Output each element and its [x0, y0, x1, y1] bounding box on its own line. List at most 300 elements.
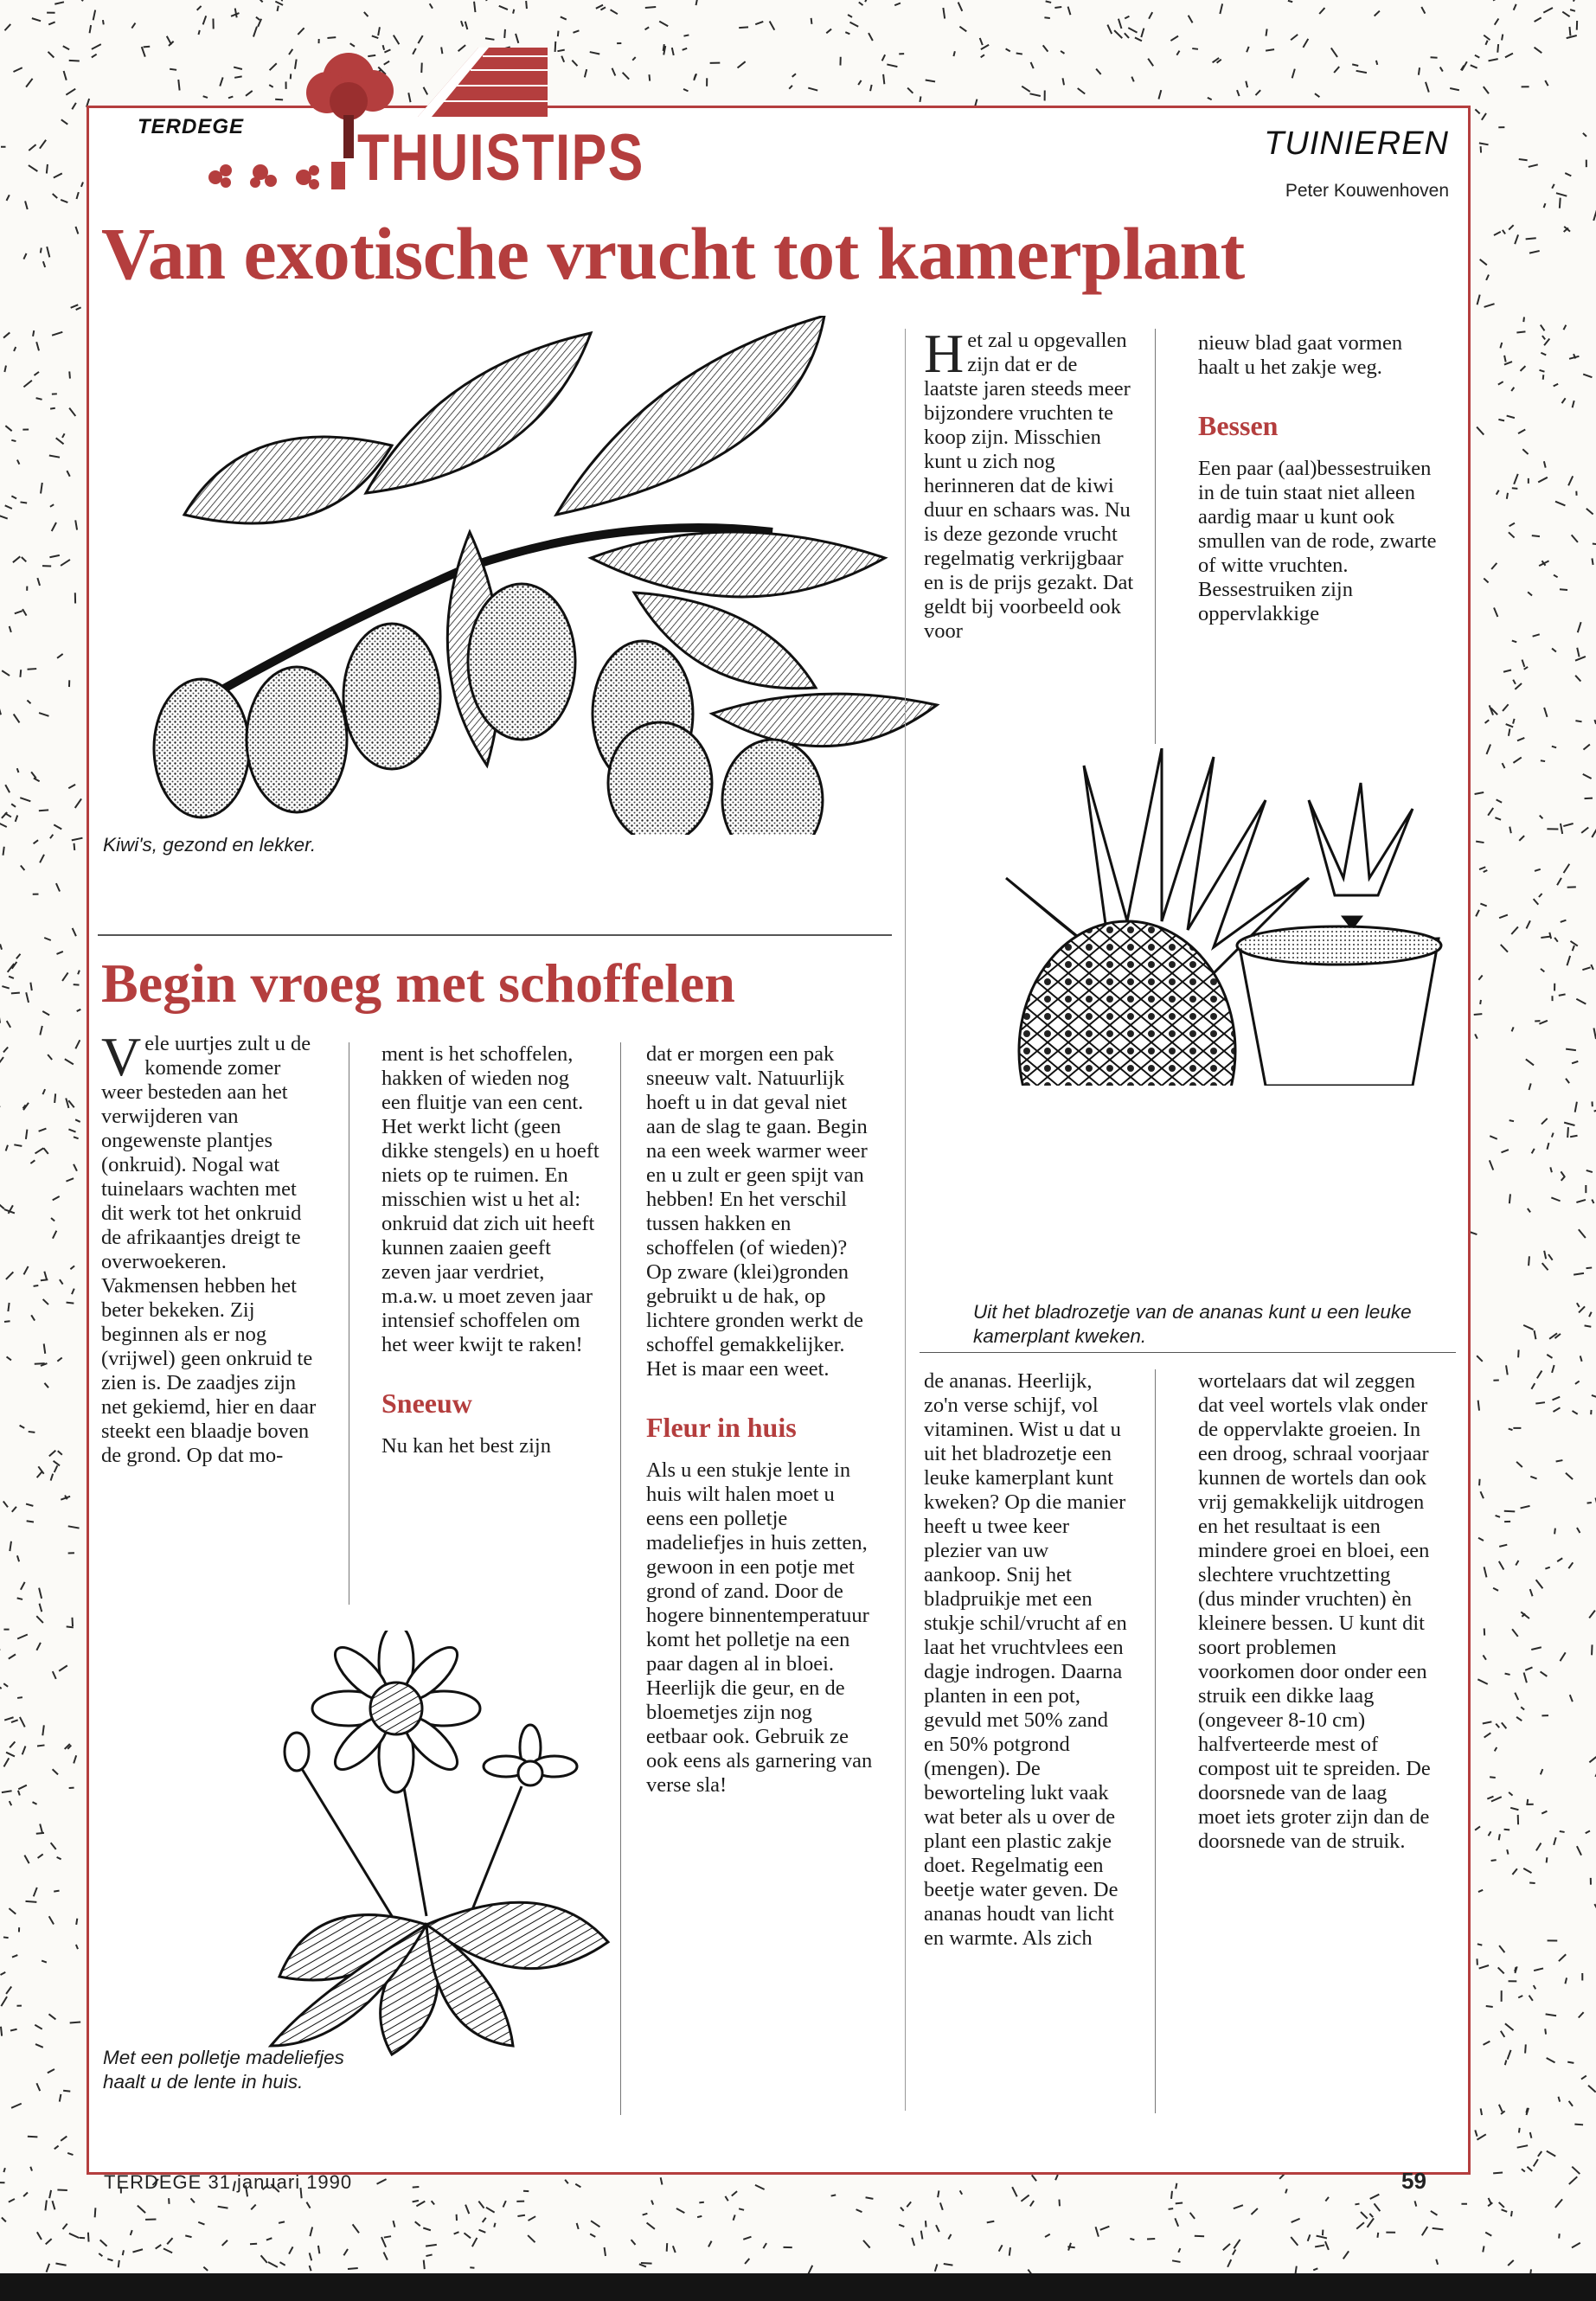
confetti-mark — [1516, 331, 1525, 332]
confetti-mark — [499, 6, 508, 10]
confetti-mark — [526, 1, 527, 9]
confetti-mark — [981, 54, 984, 57]
confetti-mark — [41, 247, 42, 253]
confetti-mark — [310, 2227, 312, 2237]
confetti-mark — [17, 460, 19, 465]
confetti-mark — [348, 2268, 358, 2269]
confetti-mark — [1343, 2251, 1349, 2259]
confetti-mark — [1046, 1, 1051, 3]
confetti-mark — [1554, 1837, 1556, 1845]
confetti-mark — [484, 0, 487, 1]
confetti-mark — [17, 1598, 22, 1599]
confetti-mark — [1540, 816, 1543, 819]
confetti-mark — [54, 1891, 59, 1892]
confetti-mark — [0, 1972, 5, 1975]
confetti-mark — [28, 669, 37, 670]
confetti-mark — [1534, 899, 1539, 905]
confetti-mark — [572, 61, 577, 67]
confetti-mark — [132, 2249, 143, 2252]
confetti-mark — [1247, 47, 1249, 52]
confetti-mark — [1569, 2176, 1577, 2184]
confetti-mark — [1583, 133, 1586, 137]
confetti-mark — [66, 89, 75, 95]
confetti-mark — [95, 2208, 96, 2217]
confetti-mark — [49, 455, 60, 457]
confetti-mark — [23, 381, 31, 388]
confetti-mark — [1356, 2222, 1364, 2228]
confetti-mark — [234, 76, 241, 77]
confetti-mark — [49, 1451, 55, 1457]
confetti-mark — [131, 23, 135, 29]
confetti-mark — [18, 1791, 20, 1796]
confetti-mark — [33, 330, 34, 336]
confetti-mark — [1494, 608, 1497, 618]
confetti-mark — [1477, 1679, 1487, 1684]
confetti-mark — [74, 1164, 77, 1171]
confetti-mark — [99, 2253, 102, 2256]
confetti-mark — [1147, 2239, 1155, 2240]
confetti-mark — [1554, 575, 1558, 578]
kiwi-caption: Kiwi's, gezond en lekker. — [103, 834, 317, 856]
confetti-mark — [585, 69, 586, 77]
house-roof-icon — [418, 48, 548, 117]
confetti-mark — [1559, 2097, 1561, 2102]
confetti-mark — [50, 504, 54, 507]
confetti-mark — [1547, 1143, 1548, 1150]
confetti-mark — [60, 2094, 61, 2102]
confetti-mark — [68, 1100, 74, 1107]
confetti-mark — [1078, 88, 1086, 93]
confetti-mark — [1478, 1890, 1483, 1892]
confetti-mark — [708, 2241, 712, 2247]
confetti-mark — [1482, 113, 1486, 120]
confetti-mark — [22, 557, 26, 561]
confetti-mark — [1539, 561, 1548, 566]
confetti-mark — [1585, 1325, 1592, 1326]
confetti-mark — [62, 433, 65, 438]
confetti-mark — [1557, 878, 1561, 885]
confetti-mark — [69, 371, 70, 378]
confetti-mark — [220, 77, 222, 86]
flower-ornament-icon — [202, 158, 349, 193]
page-number: 59 — [1401, 2168, 1426, 2194]
confetti-mark — [1592, 829, 1596, 837]
confetti-mark — [1315, 2245, 1324, 2247]
confetti-mark — [11, 993, 20, 994]
confetti-mark — [697, 2216, 702, 2217]
confetti-mark — [1158, 90, 1161, 99]
article-column — [101, 1026, 322, 1468]
confetti-mark — [12, 1507, 16, 1512]
confetti-mark — [745, 2259, 749, 2264]
confetti-mark — [1549, 933, 1551, 939]
confetti-mark — [1570, 1136, 1577, 1138]
confetti-mark — [36, 1643, 41, 1650]
confetti-mark — [555, 42, 556, 52]
confetti-mark — [10, 1741, 15, 1747]
confetti-mark — [12, 1955, 17, 1957]
confetti-mark — [1484, 35, 1490, 41]
confetti-mark — [45, 2200, 46, 2210]
confetti-mark — [1059, 2200, 1060, 2207]
confetti-mark — [1509, 728, 1510, 735]
confetti-mark — [20, 1717, 25, 1727]
confetti-mark — [1554, 938, 1558, 942]
confetti-mark — [1589, 1757, 1596, 1762]
confetti-mark — [37, 2232, 42, 2240]
confetti-mark — [17, 1697, 22, 1698]
confetti-mark — [107, 2259, 112, 2260]
confetti-mark — [76, 1919, 77, 1925]
confetti-mark — [1543, 375, 1544, 379]
confetti-mark — [1450, 88, 1459, 90]
confetti-mark — [1475, 109, 1479, 113]
confetti-mark — [1478, 976, 1482, 980]
confetti-mark — [1507, 493, 1508, 499]
confetti-mark — [1495, 1747, 1497, 1751]
confetti-mark — [1566, 1473, 1573, 1479]
confetti-mark — [1319, 8, 1324, 14]
confetti-mark — [318, 2246, 319, 2253]
confetti-mark — [1586, 509, 1593, 515]
confetti-mark — [1541, 325, 1545, 331]
confetti-mark — [600, 7, 606, 10]
confetti-mark — [1507, 416, 1515, 419]
confetti-mark — [39, 1588, 42, 1599]
confetti-mark — [5, 785, 10, 792]
confetti-mark — [36, 398, 42, 400]
confetti-mark — [10, 1801, 11, 1805]
section-title: Begin vroeg met schoffelen — [101, 952, 735, 1014]
confetti-mark — [26, 79, 32, 87]
confetti-mark — [14, 347, 16, 351]
confetti-mark — [24, 1856, 29, 1863]
confetti-mark — [1485, 2233, 1491, 2236]
confetti-mark — [1501, 945, 1508, 952]
confetti-mark — [4, 1717, 13, 1720]
confetti-mark — [1577, 1303, 1580, 1307]
confetti-mark — [17, 1555, 19, 1561]
confetti-mark — [22, 1747, 26, 1755]
confetti-mark — [6, 1145, 8, 1151]
confetti-mark — [20, 670, 21, 677]
confetti-mark — [251, 2205, 256, 2210]
confetti-mark — [197, 6, 202, 10]
confetti-mark — [1128, 28, 1137, 32]
confetti-mark — [5, 505, 12, 509]
confetti-mark — [81, 183, 83, 187]
confetti-mark — [48, 2069, 54, 2073]
confetti-mark — [1529, 251, 1540, 253]
confetti-mark — [623, 73, 630, 80]
confetti-mark — [1352, 64, 1358, 66]
confetti-mark — [1545, 2029, 1546, 2034]
confetti-mark — [34, 1888, 37, 1896]
confetti-mark — [34, 1285, 39, 1286]
confetti-mark — [907, 2202, 911, 2207]
confetti-mark — [1568, 476, 1573, 485]
confetti-mark — [42, 1725, 44, 1735]
confetti-mark — [1504, 362, 1512, 364]
confetti-mark — [1477, 1944, 1482, 1945]
confetti-mark — [7, 195, 10, 201]
confetti-mark — [953, 51, 954, 56]
confetti-mark — [1528, 1208, 1530, 1212]
confetti-mark — [1234, 2240, 1240, 2248]
confetti-mark — [1491, 563, 1497, 569]
confetti-mark — [1031, 62, 1034, 68]
confetti-mark — [699, 2202, 704, 2203]
confetti-mark — [1514, 474, 1518, 484]
confetti-mark — [1556, 193, 1567, 195]
confetti-mark — [1527, 2167, 1532, 2171]
confetti-mark — [198, 30, 199, 35]
confetti-mark — [590, 52, 600, 54]
confetti-mark — [289, 2247, 292, 2253]
confetti-mark — [48, 52, 54, 58]
confetti-mark — [517, 2215, 525, 2216]
confetti-mark — [1484, 304, 1495, 307]
confetti-mark — [1583, 745, 1589, 750]
confetti-mark — [1303, 39, 1308, 48]
confetti-mark — [53, 194, 58, 198]
article-column — [1198, 1369, 1432, 1854]
confetti-mark — [1528, 592, 1532, 595]
confetti-mark — [1208, 98, 1212, 99]
confetti-mark — [948, 2234, 951, 2240]
confetti-mark — [20, 798, 30, 801]
confetti-mark — [1551, 1197, 1560, 1201]
confetti-mark — [1550, 1167, 1552, 1172]
confetti-mark — [1376, 61, 1377, 65]
confetti-mark — [1591, 965, 1593, 970]
madeliefje-caption: Met een polletje madeliefjes haalt u de lente in huis. — [103, 2047, 344, 2093]
confetti-mark — [48, 2014, 55, 2019]
confetti-mark — [34, 840, 39, 843]
confetti-mark — [1592, 1200, 1593, 1204]
confetti-mark — [14, 1144, 22, 1146]
confetti-mark — [282, 0, 285, 1]
confetti-mark — [35, 2044, 43, 2048]
confetti-mark — [1475, 55, 1479, 58]
confetti-mark — [1572, 535, 1578, 542]
confetti-mark — [1527, 920, 1530, 928]
confetti-mark — [364, 12, 369, 16]
confetti-mark — [43, 261, 45, 267]
confetti-mark — [30, 2167, 32, 2171]
confetti-mark — [1431, 2211, 1438, 2215]
confetti-mark — [1573, 945, 1574, 951]
confetti-mark — [1484, 1567, 1487, 1577]
confetti-mark — [1583, 375, 1592, 378]
confetti-mark — [1544, 339, 1549, 346]
confetti-mark — [894, 3, 901, 5]
ananas-caption: Uit het bladrozetje van de ananas kunt u een leuke kamerplant kweken. — [973, 1301, 1412, 1347]
confetti-mark — [1586, 1170, 1593, 1172]
confetti-mark — [198, 2222, 204, 2225]
confetti-mark — [1522, 449, 1528, 454]
confetti-mark — [11, 2104, 22, 2108]
confetti-mark — [75, 1040, 80, 1048]
confetti-mark — [1497, 799, 1503, 802]
confetti-mark — [415, 2221, 420, 2226]
confetti-mark — [739, 2208, 744, 2209]
confetti-mark — [27, 1521, 34, 1522]
confetti-mark — [266, 2238, 272, 2240]
confetti-mark — [1375, 11, 1380, 16]
confetti-mark — [14, 714, 20, 722]
confetti-mark — [61, 2137, 67, 2141]
confetti-mark — [22, 609, 26, 616]
confetti-mark — [734, 2214, 735, 2220]
confetti-mark — [981, 45, 989, 49]
confetti-mark — [1541, 353, 1546, 356]
confetti-mark — [36, 2083, 40, 2091]
confetti-mark — [11, 440, 16, 441]
confetti-mark — [1505, 54, 1513, 58]
confetti-mark — [23, 2193, 28, 2197]
confetti-mark — [1585, 798, 1593, 799]
confetti-mark — [1561, 1171, 1564, 1176]
confetti-mark — [676, 2208, 684, 2213]
confetti-mark — [1532, 1149, 1535, 1154]
confetti-mark — [372, 35, 378, 38]
confetti-mark — [1475, 792, 1484, 794]
confetti-mark — [1501, 2031, 1504, 2037]
confetti-mark — [1503, 670, 1511, 672]
confetti-mark — [253, 27, 257, 37]
confetti-mark — [15, 611, 22, 613]
confetti-mark — [51, 1843, 56, 1849]
confetti-mark — [29, 144, 35, 151]
confetti-mark — [1484, 2041, 1490, 2045]
confetti-mark — [1499, 915, 1508, 919]
confetti-mark — [1500, 343, 1502, 348]
confetti-mark — [59, 1665, 67, 1670]
confetti-mark — [912, 2238, 914, 2246]
confetti-mark — [1227, 2259, 1231, 2267]
confetti-mark — [672, 48, 674, 55]
confetti-mark — [142, 47, 145, 57]
confetti-mark — [1315, 93, 1319, 97]
confetti-mark — [848, 15, 852, 17]
confetti-mark — [605, 2247, 606, 2256]
confetti-mark — [218, 2207, 228, 2208]
confetti-mark — [138, 2206, 145, 2214]
confetti-mark — [1516, 1561, 1518, 1566]
scan-edge — [0, 2273, 1596, 2301]
confetti-mark — [43, 1148, 48, 1154]
confetti-mark — [381, 2237, 386, 2247]
confetti-mark — [53, 1671, 56, 1679]
confetti-mark — [32, 18, 41, 21]
confetti-mark — [1513, 680, 1516, 684]
confetti-mark — [1575, 657, 1586, 661]
confetti-mark — [632, 57, 635, 61]
paragraph: dat er morgen een pak sneeuw valt. Natuurlijk hoeft u in dat geval niet aan de slag te gaan. Begin na een week warmer weer en u zult er geen spijt van hebben! En het verschil tussen hakken en schoffelen (of wieden)? Op zware (klei)gronden gebruikt u de hak, op lichtere gronden werkt de schoffel gemakkelijker. Het is maar een weet. — [646, 1042, 868, 1381]
confetti-mark — [74, 843, 75, 850]
confetti-mark — [1220, 3, 1222, 14]
confetti-mark — [394, 2221, 395, 2227]
confetti-mark — [1471, 65, 1477, 67]
confetti-mark — [1369, 2214, 1373, 2217]
confetti-mark — [53, 1769, 58, 1774]
confetti-mark — [11, 1720, 18, 1722]
confetti-mark — [1536, 1580, 1543, 1588]
confetti-mark — [1062, 78, 1064, 85]
confetti-mark — [203, 96, 208, 98]
confetti-mark — [1572, 2243, 1580, 2248]
confetti-mark — [479, 2230, 486, 2233]
confetti-mark — [10, 2029, 17, 2031]
confetti-mark — [1506, 724, 1513, 727]
confetti-mark — [1576, 999, 1586, 1004]
subheading-fleur: Fleur in huis — [646, 1412, 797, 1443]
confetti-mark — [170, 69, 176, 70]
confetti-mark — [1572, 2167, 1580, 2174]
confetti-mark — [17, 1634, 28, 1638]
paragraph: et zal u opgevallen zijn dat er de laatste jaren steeds meer bijzondere vruchten te koop zijn. Misschien kunt u zich nog herinneren dat de kiwi duur en schaars was. Nu is deze gezonde vrucht regelmatig verkrijgbaar en is de prijs gezakt. Dat geldt bij voorbeeld ook voor — [924, 329, 1134, 643]
confetti-mark — [461, 21, 463, 26]
confetti-mark — [1237, 90, 1240, 96]
confetti-mark — [42, 1011, 49, 1016]
confetti-mark — [987, 2221, 995, 2223]
confetti-mark — [54, 2146, 59, 2150]
confetti-mark — [88, 2233, 89, 2242]
series-title: THUISTIPS — [357, 121, 644, 195]
confetti-mark — [53, 1196, 60, 1200]
drop-cap: V — [101, 1026, 142, 1087]
confetti-mark — [1541, 937, 1550, 938]
confetti-mark — [1557, 1558, 1562, 1561]
confetti-mark — [1567, 1127, 1568, 1138]
confetti-mark — [573, 30, 579, 33]
confetti-mark — [1547, 1857, 1548, 1862]
section-label: TUINIEREN — [1264, 125, 1449, 162]
drop-cap: H — [924, 323, 965, 384]
confetti-mark — [935, 2264, 938, 2271]
confetti-mark — [649, 74, 650, 80]
confetti-mark — [63, 2091, 70, 2092]
confetti-mark — [1518, 1996, 1522, 1997]
confetti-mark — [72, 103, 76, 109]
confetti-mark — [42, 1961, 47, 1963]
confetti-mark — [1054, 7, 1061, 8]
confetti-mark — [1030, 2201, 1034, 2206]
confetti-mark — [465, 2205, 469, 2214]
paragraph: nieuw blad gaat vormen haalt u het zakje weg. — [1198, 331, 1403, 379]
confetti-mark — [1523, 317, 1524, 323]
confetti-mark — [1553, 1407, 1560, 1412]
confetti-mark — [960, 2190, 963, 2194]
confetti-mark — [384, 2236, 391, 2237]
confetti-mark — [1508, 2260, 1514, 2266]
confetti-mark — [178, 80, 179, 90]
confetti-mark — [27, 701, 30, 704]
confetti-mark — [1368, 2218, 1375, 2227]
confetti-mark — [1502, 35, 1503, 41]
confetti-mark — [1519, 2128, 1520, 2133]
confetti-mark — [1560, 1652, 1565, 1661]
author-name: Peter Kouwenhoven — [1285, 181, 1449, 201]
confetti-mark — [1544, 461, 1546, 467]
confetti-mark — [1515, 1693, 1518, 1700]
article-column — [924, 1369, 1127, 1951]
confetti-mark — [90, 25, 92, 33]
paragraph: ele uurtjes zult u de komende zomer weer besteden aan het verwijderen van ongewenste plantjes (onkruid). Nogal wat tuinelaars wachten met dit werk tot het onkruid de afrikaantjes dreigt te overwoekeren. Vakmensen hebben het beter bekeken. Zij beginnen als er nog (vrijwel) geen onkruid te zien is. De zaadjes zijn net gekiemd, hier en daar steekt een blaadje boven de grond. Op dat mo- — [101, 1032, 317, 1467]
confetti-mark — [1578, 622, 1581, 632]
confetti-mark — [1546, 2014, 1556, 2016]
